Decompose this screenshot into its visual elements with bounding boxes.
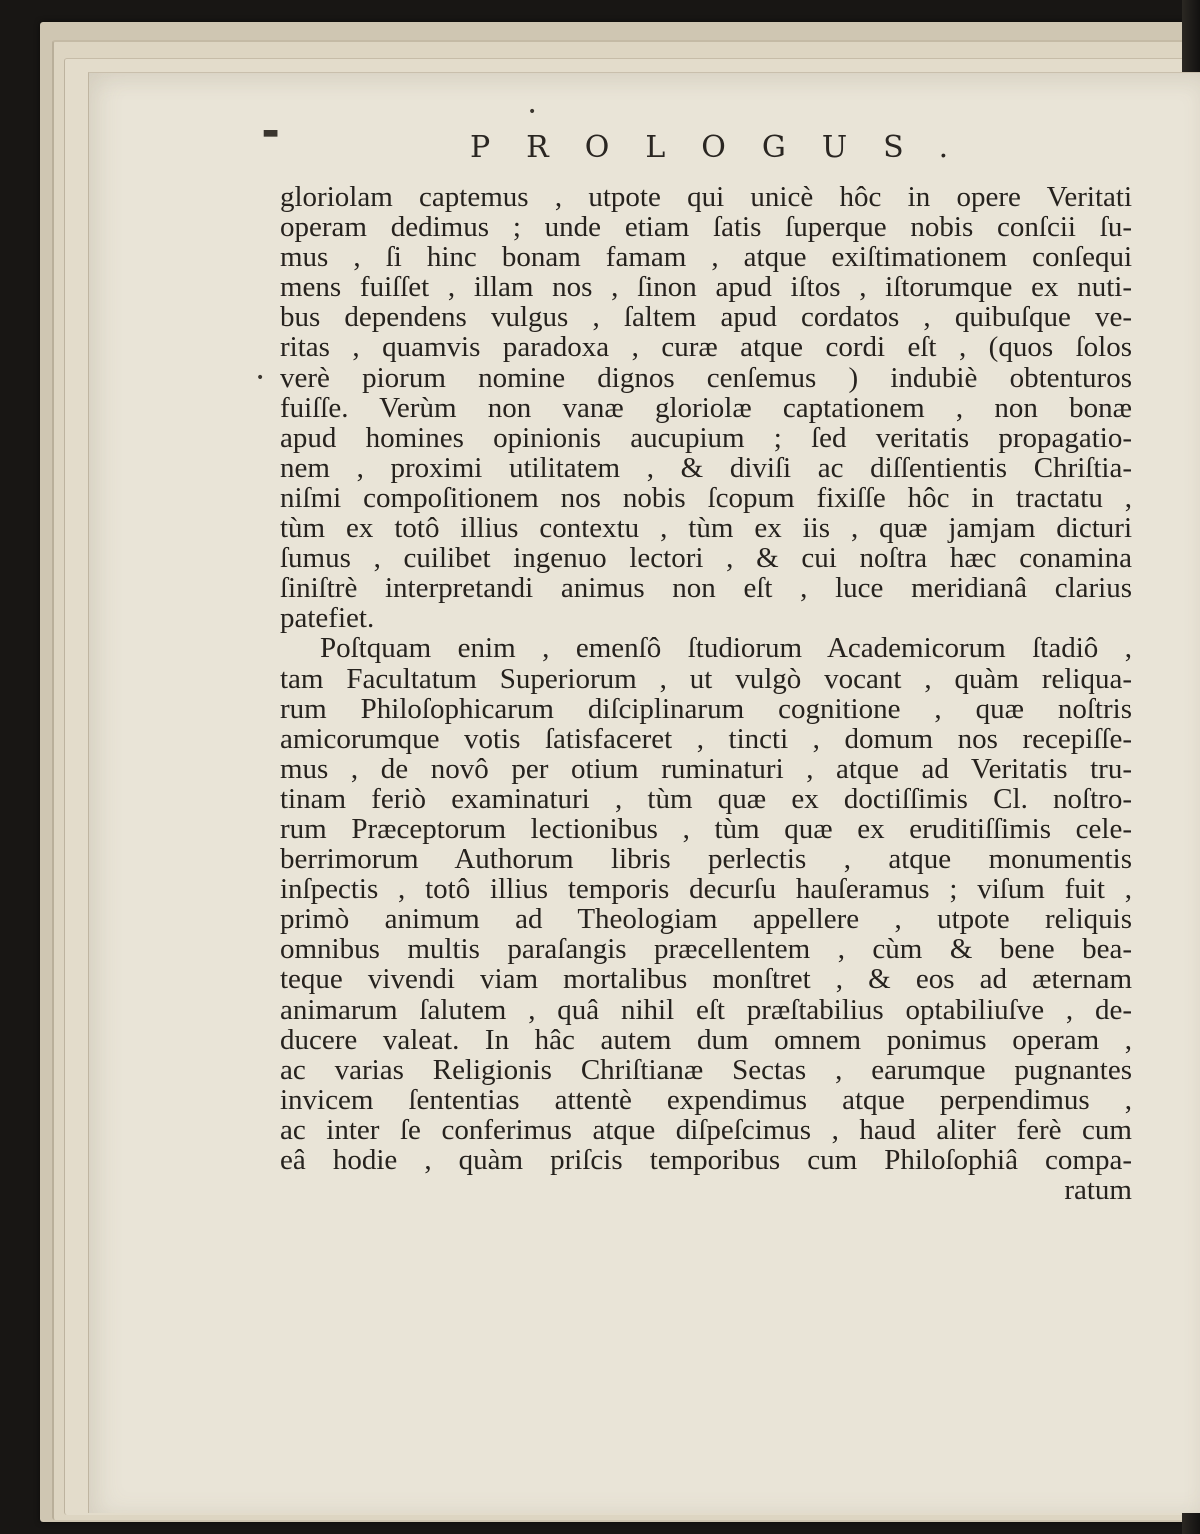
text-line: amicorumque votis ſatisfaceret , tincti , domum nos recepiſſe- xyxy=(280,722,1132,755)
text-line: tam Facultatum Superiorum , ut vulgò vocant , quàm reliqua- xyxy=(280,662,1132,695)
text-line: operam dedimus ; unde etiam ſatis ſuperque nobis conſcii ſu- xyxy=(280,211,1132,244)
text-line: fuiſſe. Verùm non vanæ gloriolæ captationem , non bonæ xyxy=(280,391,1132,424)
text-line: ritas , quamvis paradoxa , curæ atque cordi eſt , (quos ſolos xyxy=(280,331,1132,364)
text-line: verè piorum nomine dignos cenſemus ) indubiè obtenturos xyxy=(280,361,1132,394)
text-line: rum Præceptorum lectionibus , tùm quæ ex eruditiſſimis cele- xyxy=(280,812,1132,845)
text-line: tùm ex totô illius contextu , tùm ex iis , quæ jamjam dicturi xyxy=(280,512,1132,545)
text-line: berrimorum Authorum libris perlectis , atque monumentis xyxy=(280,843,1132,876)
text-line: bus dependens vulgus , ſaltem apud cordatos , quibuſque ve- xyxy=(280,301,1132,334)
text-line: nem , proximi utilitatem , & diviſi ac diſſentientis Chriſtia- xyxy=(280,451,1132,484)
ink-mark: ▬ xyxy=(262,122,280,143)
text-line: eâ hodie , quàm priſcis temporibus cum Philoſophiâ compa- xyxy=(280,1144,1132,1176)
text-line: ſumus , cuilibet ingenuo lectori , & cui noſtra hæc conamina xyxy=(280,542,1132,575)
text-line: animarum ſalutem , quâ nihil eſt præſtabilius optabiliuſve , de- xyxy=(280,993,1132,1026)
text-line: patefiet. xyxy=(280,602,375,635)
text-line: mus , ſi hinc bonam famam , atque exiſtimationem conſequi xyxy=(280,241,1132,274)
text-line: inſpectis , totô illius temporis decurſu hauſeramus ; viſum fuit , xyxy=(280,873,1132,906)
text-line: niſmi compoſitionem nos nobis ſcopum fixiſſe hôc in tractatu , xyxy=(280,481,1132,514)
running-head: PROLOGUS. xyxy=(470,130,985,165)
text-line: ducere valeat. In hâc autem dum omnem ponimus operam , xyxy=(280,1023,1132,1056)
text-line: tinam feriò examinaturi , tùm quæ ex doctiſſimis Cl. noſtro- xyxy=(280,782,1132,815)
text-line: gloriolam captemus , utpote qui unicè hôc in opere Veritati xyxy=(280,181,1132,213)
text-line: Poſtquam enim , emenſô ſtudiorum Academicorum ſtadiô , xyxy=(320,632,1132,665)
text-line: mus , de novô per otium ruminaturi , atque ad Veritatis tru- xyxy=(280,752,1132,785)
text-line: primò animum ad Theologiam appellere , utpote reliquis xyxy=(280,903,1132,936)
text-line: ſiniſtrè interpretandi animus non eſt , luce meridianâ clarius xyxy=(280,572,1132,605)
text-line: mens fuiſſet , illam nos , ſinon apud iſtos , iſtorumque ex nuti- xyxy=(280,271,1132,304)
ink-mark: • xyxy=(256,370,265,386)
ink-mark: • xyxy=(528,104,537,120)
text-line: ac inter ſe conferimus atque diſpeſcimus , haud aliter ferè cum xyxy=(280,1113,1132,1146)
text-line: ac varias Religionis Chriſtianæ Sectas , earumque pugnantes xyxy=(280,1053,1132,1086)
text-line: teque vivendi viam mortalibus monſtret , & eos ad æternam xyxy=(280,963,1132,996)
catchword: ratum xyxy=(1064,1174,1132,1207)
text-line: omnibus multis paraſangis præcellentem , cùm & bene bea- xyxy=(280,933,1132,966)
text-line: invicem ſententias attentè expendimus atque perpendimus , xyxy=(280,1083,1132,1116)
body-text xyxy=(280,182,1132,1205)
text-line: apud homines opinionis aucupium ; ſed veritatis propagatio- xyxy=(280,421,1132,454)
text-line: rum Philoſophicarum diſciplinarum cognitione , quæ noſtris xyxy=(280,692,1132,725)
